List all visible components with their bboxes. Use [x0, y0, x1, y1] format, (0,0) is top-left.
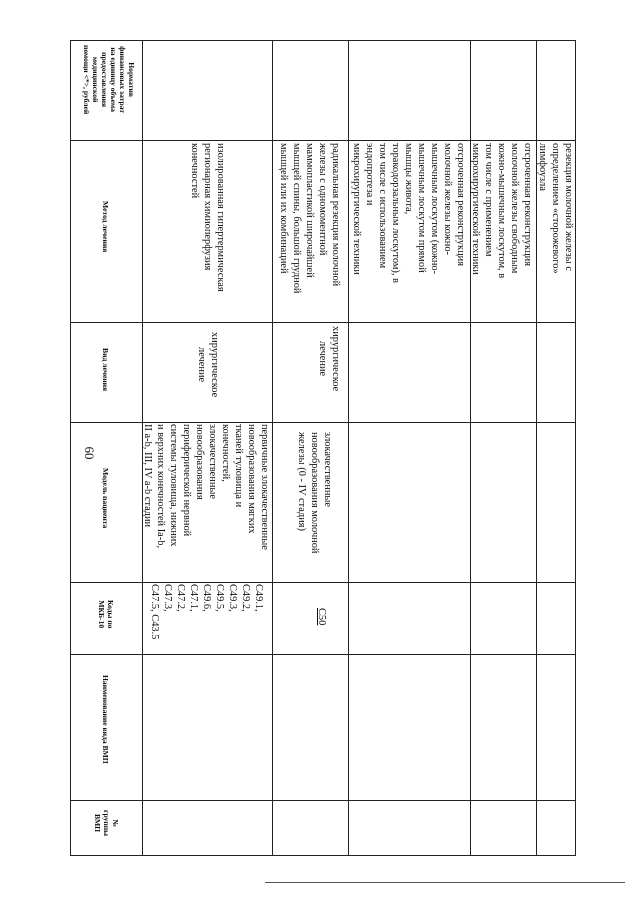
header-model-text: Модель пациента [101, 468, 110, 529]
row1-method-text: изолированная гипертермическая регионарная химиоперфузия конечностей [189, 143, 226, 292]
bottom-rule [265, 882, 625, 883]
row4-method [470, 140, 536, 322]
row1-type [142, 322, 272, 422]
row1-method [142, 140, 272, 322]
row2-codes [272, 582, 348, 654]
header-method [70, 140, 142, 322]
row2-codes-text: C50 [316, 608, 327, 626]
header-group [70, 800, 142, 856]
row2-type [272, 322, 348, 422]
page-number: 60 [82, 446, 97, 460]
row1-model [142, 422, 272, 582]
row5-method [536, 140, 576, 322]
header-type [70, 322, 142, 422]
header-norm [70, 40, 142, 140]
row3-method-text: отсроченная реконструкция молочной железы кожно- мышечным лоскутом (кожно- мышечным лоскутом прямой мышцы живота, торакодорзальным лоскутом), в том числе с использованием эндопротеза и микрохирургической техники [351, 143, 466, 283]
row1-codes-text: C49.1, C49.2, C49.3, C49.5, C49.6, C47.1, C47.2, C47.3, C47.5, C43.5 [149, 584, 264, 640]
row1-codes [142, 582, 272, 654]
row2-model-text: злокачественные новообразования молочной железы (0 - IV стадия) [296, 432, 333, 554]
header-codes [70, 582, 142, 654]
header-model [70, 422, 142, 582]
row1-type-text: хирургическое лечение [196, 332, 220, 398]
row1-model-text: первичные злокачественные новообразования мягких тканей туловища и конечностей, злокачественные новообразования периферической нервной системы туловища, нижних и верхних конечностей Ia-b, II a-b, III, IV a-b стадии [142, 424, 270, 550]
row2-method-text: радикальная резекция молочной железы с одномоментной маммопластикой широчайшей мышцей спины, большой грудной мышцей или их комбинацией [278, 143, 341, 294]
header-name-text: Наименование вида ВМП [101, 675, 110, 764]
header-type-text: Вид лечения [101, 348, 110, 392]
header-group-text: № группы ВМП [93, 810, 120, 837]
header-codes-text: Коды по МКБ-10 [97, 600, 115, 629]
vmp-table [70, 40, 576, 856]
row2-model [272, 422, 348, 582]
row5-method-text: резекция молочной железы с определением «сторожевого» лимфоузла [537, 143, 574, 274]
header-name [70, 654, 142, 800]
row4-method-text: отсроченная реконструкция молочной железы свободным кожно-мышечным лоскутом, в том числе с применением микрохирургической техники [470, 143, 533, 279]
header-norm-text: Норматив финансовых затрат на единицу объема предоставления медицинской помощи <*>, рублей [82, 45, 136, 115]
row2-type-text: хирургическое лечение [317, 326, 341, 392]
row3-method [348, 140, 470, 322]
row2-method [272, 140, 348, 322]
header-method-text: Метод лечения [101, 201, 110, 253]
